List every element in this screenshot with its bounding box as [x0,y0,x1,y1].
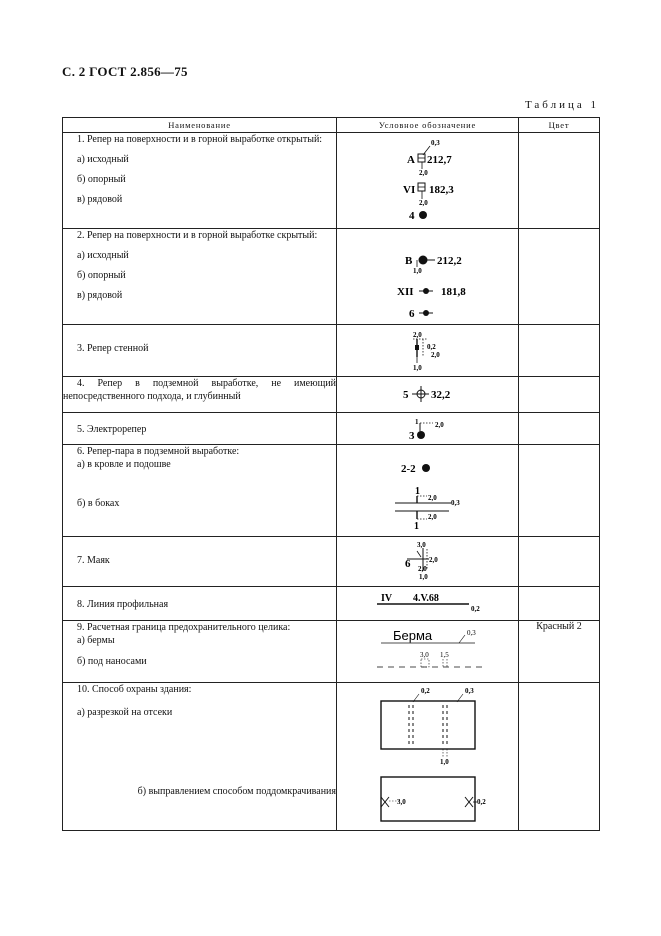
table-header-row [63,118,600,133]
svg-text:182,3: 182,3 [429,184,454,196]
svg-text:3,0: 3,0 [420,651,429,659]
table-row [63,587,600,621]
row-symbol [337,133,519,229]
row-title: 3. Репер стенной [77,343,149,354]
symbols-table [62,117,600,831]
row-symbol [337,537,519,587]
row-sub: а) разрезкой на отсеки [77,707,173,718]
table-row [63,133,600,229]
benchmark-hidden-symbol [337,229,519,325]
svg-text:2,0: 2,0 [428,513,437,521]
beacon-symbol [337,537,519,587]
svg-text:2,0: 2,0 [431,351,440,359]
profile-line-symbol [337,587,519,621]
svg-text:212,7: 212,7 [427,154,452,166]
underground-benchmark-symbol [337,377,519,413]
svg-text:0,3: 0,3 [467,629,476,637]
row-color [519,445,600,537]
row-title: 9. Расчетная граница предохранительного целика: [77,622,291,633]
row-sub: б) опорный [77,174,126,185]
row-sub: в) рядовой [77,290,123,301]
row-color [519,587,600,621]
page-header: С. 2 ГОСТ 2.856—75 [62,64,188,79]
row-title: 4. Репер в подземной выработке, не имеющий непосредственного подхода, и глубинный [63,378,336,402]
svg-text:А: А [407,154,415,166]
svg-text:212,2: 212,2 [437,255,462,267]
building-protection-symbol [337,683,519,831]
row-color [519,325,600,377]
svg-text:2,0: 2,0 [419,169,428,177]
svg-text:1: 1 [415,486,420,497]
svg-text:XII: XII [397,286,414,298]
svg-text:4.V.68: 4.V.68 [413,593,439,604]
row-sub: б) выправлением способом поддомкрачивания [137,786,336,797]
svg-text:1,0: 1,0 [413,267,422,275]
table-label: Таблица 1 [524,99,599,111]
svg-text:32,2: 32,2 [431,389,451,401]
row-name [63,537,337,587]
row-sub: а) исходный [77,154,129,165]
svg-text:2-2: 2-2 [401,463,416,475]
svg-text:2,0: 2,0 [418,565,427,573]
row-name [63,587,337,621]
svg-text:3,0: 3,0 [397,798,406,806]
row-name [63,229,337,325]
row-sub: а) исходный [77,250,129,261]
svg-text:IV: IV [381,593,393,604]
column-header-name: Наименование [63,118,337,133]
row-title: 1. Репер на поверхности и в горной выработке открытый: [77,134,323,145]
row-color [519,537,600,587]
svg-text:2,0: 2,0 [413,331,422,339]
wall-benchmark-symbol [337,325,519,377]
row-sub: а) в кровле и подошве [77,459,171,470]
row-symbol [337,377,519,413]
row-title: 7. Маяк [77,555,110,566]
benchmark-open-symbol [337,133,519,229]
table-row [63,377,600,413]
column-header-color: Цвет [519,118,600,133]
svg-text:1: 1 [415,418,419,426]
svg-text:0,3: 0,3 [451,499,460,507]
benchmark-pair-symbol [337,445,519,537]
row-sub: б) в боках [77,498,120,509]
row-title: 10. Способ охраны здания: [77,684,192,695]
svg-text:4: 4 [409,210,415,222]
row-name [63,325,337,377]
svg-text:2,0: 2,0 [429,556,438,564]
svg-text:1,0: 1,0 [413,364,422,372]
table-row [63,621,600,683]
row-symbol [337,587,519,621]
table-row [63,537,600,587]
svg-text:0,2: 0,2 [471,605,480,613]
table-row [63,683,600,831]
row-color [519,413,600,445]
row-sub: б) опорный [77,270,126,281]
row-symbol [337,445,519,537]
svg-text:2,0: 2,0 [428,494,437,502]
svg-text:VI: VI [403,184,416,196]
svg-text:Берма: Берма [393,628,433,643]
row-color [519,229,600,325]
svg-text:0,2: 0,2 [477,798,486,806]
row-color [519,683,600,831]
row-name [63,621,337,683]
row-title: 5. Электрорепер [77,424,147,435]
pillar-boundary-symbol [337,621,519,683]
row-name [63,413,337,445]
svg-text:0,3: 0,3 [431,139,440,147]
row-symbol [337,325,519,377]
column-header-symbol: Условное обозначение [337,118,519,133]
svg-text:6: 6 [405,558,411,570]
svg-text:5: 5 [403,389,409,401]
svg-text:1,5: 1,5 [440,651,449,659]
row-title: 2. Репер на поверхности и в горной выработке скрытый: [77,230,318,241]
svg-text:0,2: 0,2 [427,343,436,351]
row-sub: б) под наносами [77,656,147,667]
svg-text:6: 6 [409,308,415,320]
row-symbol [337,683,519,831]
row-symbol [337,413,519,445]
row-name [63,133,337,229]
row-color [519,377,600,413]
table-row [63,229,600,325]
svg-text:3,0: 3,0 [417,541,426,549]
svg-text:0,2: 0,2 [421,687,430,695]
row-sub: в) рядовой [77,194,123,205]
svg-text:181,8: 181,8 [441,286,466,298]
svg-text:0,3: 0,3 [465,687,474,695]
table-row [63,325,600,377]
svg-text:2,0: 2,0 [435,421,444,429]
row-color [519,133,600,229]
svg-text:1: 1 [414,521,419,532]
table-row [63,445,600,537]
row-name [63,445,337,537]
row-title: 8. Линия профильная [77,599,169,610]
row-color: Красный 2 [519,621,600,683]
svg-text:1,0: 1,0 [440,758,449,766]
row-name [63,377,337,413]
svg-text:1,0: 1,0 [419,573,428,581]
row-symbol [337,229,519,325]
svg-text:3: 3 [409,430,415,442]
row-name [63,683,337,831]
table-row [63,413,600,445]
row-sub: а) бермы [77,635,115,646]
row-symbol [337,621,519,683]
row-title: 6. Репер-пара в подземной выработке: [77,446,240,457]
svg-text:В: В [405,255,413,267]
electro-benchmark-symbol [337,413,519,445]
svg-text:2,0: 2,0 [419,199,428,207]
